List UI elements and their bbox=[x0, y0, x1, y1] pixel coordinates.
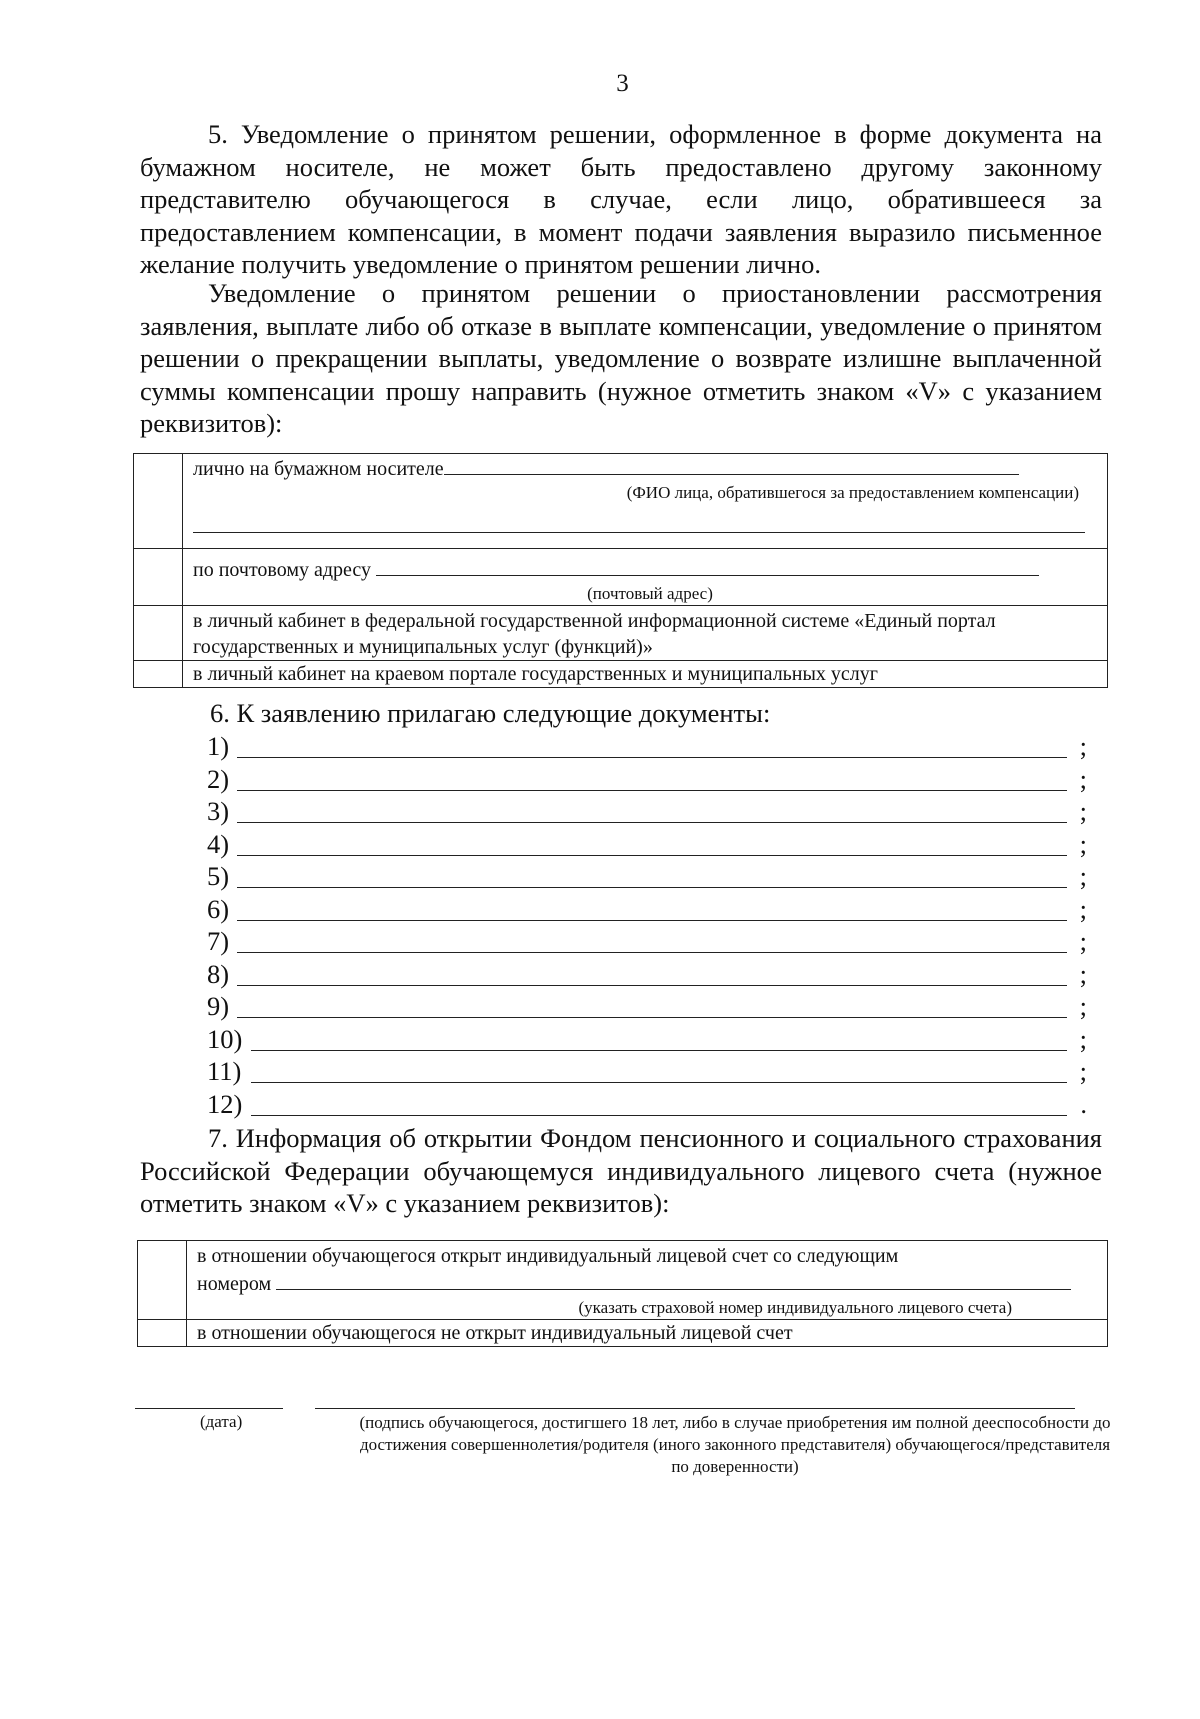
item-end: ; bbox=[1079, 828, 1087, 859]
fio-field-line2[interactable] bbox=[193, 510, 1085, 533]
item-number: 6) bbox=[207, 893, 230, 924]
item-number: 7) bbox=[207, 926, 230, 956]
snils-hint: (указать страховой номер индивидуального лицевого счета) bbox=[578, 1298, 1012, 1317]
document-field[interactable] bbox=[237, 887, 1067, 888]
list-item bbox=[207, 1023, 1087, 1056]
list-item bbox=[207, 893, 1087, 926]
checkbox-paper[interactable] bbox=[134, 454, 183, 549]
item-end: ; bbox=[1079, 861, 1087, 891]
document-field[interactable] bbox=[237, 822, 1067, 823]
item-end: ; bbox=[1079, 731, 1087, 761]
checkbox-post[interactable] bbox=[134, 549, 183, 606]
section5-paragraph2: Уведомление о принятом решении о приостановлении рассмотрения заявления, выплате либо об отказе в выплате компенсации, уведомление о принятом решении о прекращении выплаты, уведомление о возврате излишне выплаченной суммы компенсации прошу направить (нужное отметить знаком «V» с указанием реквизитов): bbox=[140, 278, 1102, 438]
item-end: ; bbox=[1079, 763, 1087, 794]
item-end: ; bbox=[1079, 1056, 1087, 1086]
item-end: ; bbox=[1079, 1023, 1087, 1054]
item-end: ; bbox=[1079, 991, 1087, 1021]
option-label-post: по почтовому адресу bbox=[193, 559, 372, 581]
item-number: 8) bbox=[207, 958, 230, 989]
item-end: . bbox=[1080, 1088, 1087, 1119]
item-number: 1) bbox=[207, 731, 230, 761]
checkbox-account-closed[interactable] bbox=[138, 1320, 187, 1347]
account-info-table bbox=[137, 1240, 1108, 1347]
postal-address-hint: (почтовый адрес) bbox=[587, 584, 713, 603]
notification-method-table bbox=[133, 453, 1108, 688]
item-end: ; bbox=[1079, 958, 1087, 989]
list-item bbox=[207, 958, 1087, 991]
item-number: 10) bbox=[207, 1023, 243, 1054]
item-number: 12) bbox=[207, 1088, 243, 1119]
item-end: ; bbox=[1079, 926, 1087, 956]
list-item bbox=[207, 795, 1087, 828]
document-field[interactable] bbox=[237, 790, 1067, 791]
list-item bbox=[207, 990, 1087, 1023]
option-cell-account-open bbox=[187, 1241, 1108, 1320]
item-number: 5) bbox=[207, 861, 230, 891]
postal-address-field[interactable] bbox=[376, 555, 1039, 576]
option-row-regional bbox=[134, 661, 1108, 688]
item-number: 2) bbox=[207, 763, 230, 794]
document-field[interactable] bbox=[251, 1082, 1067, 1083]
checkbox-account-open[interactable] bbox=[138, 1241, 187, 1320]
list-item bbox=[207, 1088, 1087, 1121]
section7-paragraph: 7. Информация об открытии Фондом пенсионного и социального страхования Российской Федерации обучающемуся индивидуального лицевого счета (нужное отметить знаком «V» с указанием реквизитов): bbox=[140, 1123, 1102, 1218]
item-number: 11) bbox=[207, 1056, 242, 1086]
option-row-gosuslugi bbox=[134, 606, 1108, 661]
date-caption: (дата) bbox=[200, 1412, 243, 1431]
list-item bbox=[207, 925, 1087, 958]
option-cell-paper bbox=[183, 454, 1108, 549]
fio-hint: (ФИО лица, обратившегося за предоставлением компенсации) bbox=[626, 483, 1079, 502]
item-number: 4) bbox=[207, 828, 230, 859]
document-field[interactable] bbox=[237, 920, 1067, 921]
list-item bbox=[207, 1055, 1087, 1088]
signature-field[interactable] bbox=[315, 1408, 1075, 1409]
documents-list bbox=[207, 730, 1087, 1120]
section5-paragraph1: 5. Уведомление о принятом решении, оформленное в форме документа на бумажном носителе, не может быть предоставлено другому законному представителю обучающегося в случае, если лицо, обратившееся за предоставлением компенсации, в момент подачи заявления выразило письменное желание получить уведомление о принятом решении лично. bbox=[140, 119, 1102, 279]
item-end: ; bbox=[1079, 796, 1087, 826]
option-cell-post bbox=[183, 549, 1108, 606]
document-field[interactable] bbox=[237, 985, 1067, 986]
option-label-account-closed: в отношении обучающегося не открыт индивидуальный лицевой счет bbox=[187, 1320, 1108, 1347]
item-number: 9) bbox=[207, 991, 230, 1021]
option-row-post bbox=[134, 549, 1108, 606]
list-item bbox=[207, 763, 1087, 796]
option-row-account-closed bbox=[138, 1320, 1108, 1347]
option-label-regional: в личный кабинет на краевом портале государственных и муниципальных услуг bbox=[183, 661, 1108, 688]
page-number: 3 bbox=[616, 70, 629, 97]
option-row-account-open bbox=[138, 1241, 1108, 1320]
fio-field[interactable] bbox=[444, 454, 1019, 475]
list-item bbox=[207, 828, 1087, 861]
option-label-paper: лично на бумажном носителе bbox=[193, 458, 444, 480]
document-field[interactable] bbox=[237, 1017, 1067, 1018]
account-open-label-line2: номером bbox=[197, 1273, 272, 1295]
account-open-label-line1: в отношении обучающегося открыт индивидуальный лицевой счет со следующим bbox=[197, 1245, 899, 1267]
document-field[interactable] bbox=[237, 952, 1067, 953]
signature-caption: (подпись обучающегося, достигшего 18 лет, либо в случае приобретения им полной дееспособности до достижения совершеннолетия/родителя (иного законного представителя) обучающегося/представителя по доверенности) bbox=[359, 1413, 1111, 1476]
date-field[interactable] bbox=[135, 1408, 283, 1409]
document-field[interactable] bbox=[251, 1050, 1067, 1051]
item-end: ; bbox=[1079, 893, 1087, 924]
document-field[interactable] bbox=[237, 757, 1067, 758]
checkbox-regional[interactable] bbox=[134, 661, 183, 688]
section6-heading: 6. К заявлению прилагаю следующие документы: bbox=[210, 698, 771, 728]
option-label-gosuslugi: в личный кабинет в федеральной государственной информационной системе «Единый портал государственных и муниципальных услуг (функций)» bbox=[183, 606, 1108, 661]
checkbox-gosuslugi[interactable] bbox=[134, 606, 183, 661]
item-number: 3) bbox=[207, 796, 230, 826]
snils-field[interactable] bbox=[276, 1269, 1071, 1290]
option-row-paper bbox=[134, 454, 1108, 549]
list-item bbox=[207, 730, 1087, 763]
document-field[interactable] bbox=[237, 855, 1067, 856]
list-item bbox=[207, 860, 1087, 893]
document-field[interactable] bbox=[251, 1115, 1067, 1116]
